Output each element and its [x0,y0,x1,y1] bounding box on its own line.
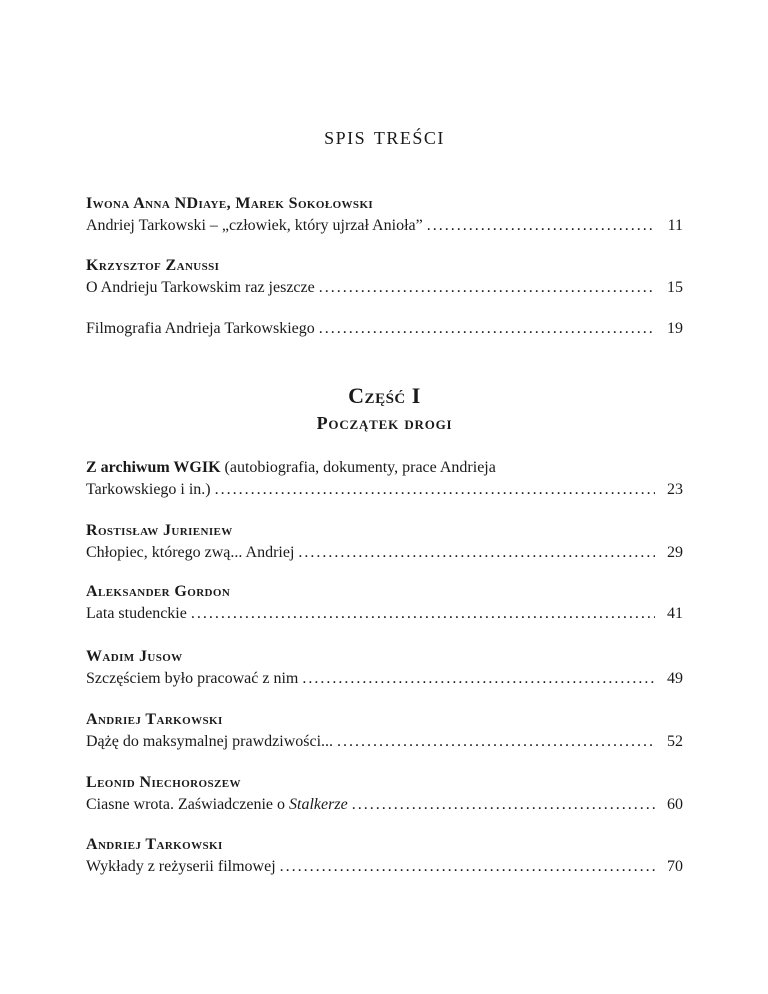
entry-line[interactable] [86,215,683,237]
entry-line[interactable] [86,542,683,564]
leader-dots [280,856,655,878]
toc-entry [86,646,683,690]
entry-page: 15 [667,279,683,296]
entry-title-bold: Z archiwum WGIK [86,459,221,476]
entry-title: Lata studenckie [86,605,187,622]
toc-entry [86,318,683,340]
toc-entry [86,581,683,625]
entry-author: Krzysztof Zanussi [86,257,220,274]
entry-line[interactable] [86,856,683,878]
leader-dots [302,668,655,690]
entry-page: 49 [667,670,683,687]
leader-dots [352,794,655,816]
leader-dots [215,479,655,501]
entry-page: 52 [667,733,683,750]
leader-dots [319,277,655,299]
toc-entry [86,709,683,753]
entry-line[interactable] [86,731,683,753]
toc-entry [86,255,683,299]
entry-title: Andriej Tarkowski – „człowiek, który ujrzał Anioła” [86,217,423,234]
entry-title [86,794,348,816]
entry-title: O Andrieju Tarkowskim raz jeszcze [86,279,315,296]
part-number: Część I [348,383,421,408]
leader-dots [191,603,655,625]
entry-title: Wykłady z reżyserii filmowej [86,858,276,875]
toc-entry [86,457,683,501]
entry-author: Leonid Niechoroszew [86,774,241,791]
entry-author: Rostisław Jurieniew [86,522,233,539]
entry-title: Chłopiec, którego zwą... Andriej [86,544,295,561]
entry-page: 29 [667,544,683,561]
entry-page: 11 [667,217,683,234]
entry-author: Aleksander Gordon [86,583,231,600]
leader-dots [298,542,655,564]
entry-author: Wadim Jusow [86,648,183,665]
entry-title-plain: Ciasne wrota. Zaświadczenie o [86,796,290,813]
entry-page: 23 [667,481,683,498]
entry-line[interactable] [86,277,683,299]
entry-title-italic: Stalkerze [289,796,348,813]
toc-entry [86,772,683,816]
entry-page: 60 [667,796,683,813]
entry-page: 19 [667,320,683,337]
entry-title-line1 [86,457,683,479]
entry-title-line2: Tarkowskiego i in.) [86,481,211,498]
entry-page: 70 [667,858,683,875]
entry-line[interactable] [86,603,683,625]
entry-title: Szczęściem było pracować z nim [86,670,299,687]
entry-title: Filmografia Andrieja Tarkowskiego [86,320,315,337]
page-title: spis treści [324,123,445,150]
entry-line[interactable] [86,668,683,690]
part-name: Początek drogi [316,413,453,433]
entry-line[interactable] [86,479,683,501]
leader-dots [427,215,655,237]
leader-dots [337,731,655,753]
toc-entry [86,193,683,237]
toc-entry [86,520,683,564]
entry-author: Iwona Anna NDiaye, Marek Sokołowski [86,195,374,212]
entry-line[interactable] [86,794,683,816]
leader-dots [319,318,655,340]
entry-author: Andriej Tarkowski [86,711,223,728]
entry-page: 41 [667,605,683,622]
entry-title: Dążę do maksymalnej prawdziwości... [86,733,334,750]
toc-entry [86,834,683,878]
entry-title-rest: (autobiografia, dokumenty, prace Andrieja [220,459,496,476]
entry-line[interactable] [86,318,683,340]
entry-author: Andriej Tarkowski [86,836,223,853]
